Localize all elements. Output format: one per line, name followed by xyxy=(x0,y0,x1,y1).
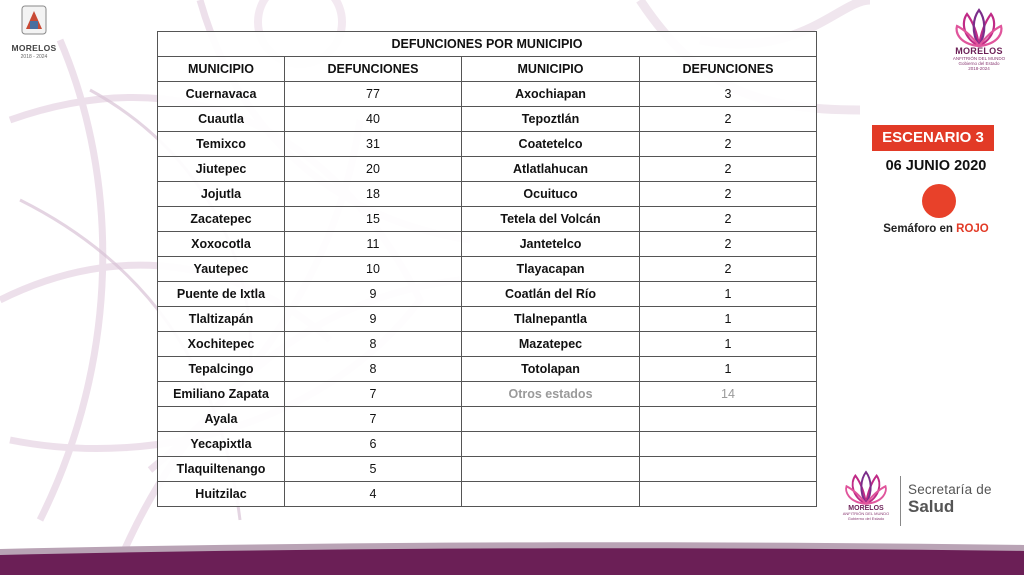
right-municipio-cell: Tetela del Volcán xyxy=(462,207,640,232)
left-municipio-cell: Cuernavaca xyxy=(158,82,285,107)
right-defunciones-cell xyxy=(640,457,817,482)
left-municipio-cell: Xochitepec xyxy=(158,332,285,357)
lotus-flower-icon xyxy=(843,470,889,506)
right-municipio-cell: Coatetelco xyxy=(462,132,640,157)
table-row xyxy=(158,82,817,107)
right-defunciones-cell xyxy=(640,407,817,432)
left-defunciones-cell: 4 xyxy=(285,482,462,507)
right-municipio-cell: Coatlán del Río xyxy=(462,282,640,307)
logo-years: 2018 - 2024 xyxy=(20,54,48,60)
right-municipio-cell xyxy=(462,457,640,482)
right-municipio-cell: Otros estados xyxy=(462,382,640,407)
left-defunciones-cell: 6 xyxy=(285,432,462,457)
left-defunciones-cell: 8 xyxy=(285,357,462,382)
report-date: 06 JUNIO 2020 xyxy=(885,158,987,174)
left-municipio-cell: Puente de Ixtla xyxy=(158,282,285,307)
left-defunciones-cell: 31 xyxy=(285,132,462,157)
right-defunciones-cell: 2 xyxy=(640,207,817,232)
right-defunciones-cell xyxy=(640,432,817,457)
morelos-footer-logo xyxy=(836,470,896,536)
right-municipio-cell: Axochiapan xyxy=(462,82,640,107)
scenario-badge: ESCENARIO 3 xyxy=(872,125,994,151)
right-municipio-cell: Tlalnepantla xyxy=(462,307,640,332)
footer-brand-name: MORELOS xyxy=(848,505,884,512)
table-row xyxy=(158,482,817,507)
table-title: DEFUNCIONES POR MUNICIPIO xyxy=(158,32,817,57)
right-defunciones-cell xyxy=(640,482,817,507)
table-row xyxy=(158,332,817,357)
semaforo-status xyxy=(868,223,1004,235)
table-row xyxy=(158,282,817,307)
logo-name: MORELOS xyxy=(11,43,57,53)
left-defunciones-cell: 20 xyxy=(285,157,462,182)
left-defunciones-cell: 15 xyxy=(285,207,462,232)
brand-subline: Gobierno del Estado xyxy=(958,61,1000,66)
footer-divider xyxy=(900,476,901,526)
table-row xyxy=(158,132,817,157)
left-municipio-cell: Temixco xyxy=(158,132,285,157)
brand-tagline: ANFITRIÓN DEL MUNDO xyxy=(952,56,1006,61)
dept-line2: Salud xyxy=(908,497,955,516)
right-municipio-cell: Tlayacapan xyxy=(462,257,640,282)
state-seal-icon xyxy=(21,5,47,35)
deaths-table-container xyxy=(157,31,817,507)
right-defunciones-cell: 2 xyxy=(640,107,817,132)
table-row xyxy=(158,157,817,182)
dept-line1: Secretaría de xyxy=(908,482,992,497)
footer-brand-subline: Gobierno del Estado xyxy=(847,515,885,521)
footer-brand-tagline: ANFITRIÓN DEL MUNDO xyxy=(842,511,890,516)
left-defunciones-cell: 7 xyxy=(285,407,462,432)
table-row xyxy=(158,457,817,482)
right-municipio-cell: Mazatepec xyxy=(462,332,640,357)
left-municipio-cell: Cuautla xyxy=(158,107,285,132)
brand-name: MORELOS xyxy=(955,46,1003,56)
right-municipio-cell xyxy=(462,407,640,432)
table-row xyxy=(158,407,817,432)
table-row xyxy=(158,232,817,257)
left-defunciones-cell: 7 xyxy=(285,382,462,407)
left-municipio-cell: Tepalcingo xyxy=(158,357,285,382)
table-row xyxy=(158,357,817,382)
right-defunciones-cell: 1 xyxy=(640,357,817,382)
deaths-by-municipality-table xyxy=(157,31,817,507)
left-defunciones-cell: 5 xyxy=(285,457,462,482)
table-row xyxy=(158,382,817,407)
right-defunciones-cell: 2 xyxy=(640,257,817,282)
right-municipio-cell: Atlatlahucan xyxy=(462,157,640,182)
header-municipio-right: MUNICIPIO xyxy=(462,57,640,82)
left-defunciones-cell: 11 xyxy=(285,232,462,257)
left-municipio-cell: Jojutla xyxy=(158,182,285,207)
right-defunciones-cell: 2 xyxy=(640,182,817,207)
table-row xyxy=(158,432,817,457)
header-municipio-left: MUNICIPIO xyxy=(158,57,285,82)
table-row xyxy=(158,207,817,232)
bottom-band xyxy=(0,539,1024,575)
semaforo-color: ROJO xyxy=(956,223,989,235)
left-municipio-cell: Yautepec xyxy=(158,257,285,282)
left-municipio-cell: Ayala xyxy=(158,407,285,432)
left-municipio-cell: Emiliano Zapata xyxy=(158,382,285,407)
table-row xyxy=(158,307,817,332)
left-municipio-cell: Tlaquiltenango xyxy=(158,457,285,482)
right-defunciones-cell: 2 xyxy=(640,132,817,157)
left-municipio-cell: Xoxocotla xyxy=(158,232,285,257)
right-municipio-cell xyxy=(462,482,640,507)
lotus-flower-icon xyxy=(953,8,1005,48)
traffic-light-indicator xyxy=(922,184,956,218)
table-row xyxy=(158,182,817,207)
right-municipio-cell: Ocuituco xyxy=(462,182,640,207)
right-defunciones-cell: 2 xyxy=(640,157,817,182)
header-defunciones-left: DEFUNCIONES xyxy=(285,57,462,82)
right-defunciones-cell: 3 xyxy=(640,82,817,107)
left-defunciones-cell: 18 xyxy=(285,182,462,207)
left-municipio-cell: Zacatepec xyxy=(158,207,285,232)
table-row xyxy=(158,107,817,132)
right-municipio-cell: Totolapan xyxy=(462,357,640,382)
left-defunciones-cell: 40 xyxy=(285,107,462,132)
left-municipio-cell: Huitzilac xyxy=(158,482,285,507)
left-defunciones-cell: 9 xyxy=(285,307,462,332)
morelos-brand-logo xyxy=(946,8,1012,80)
left-defunciones-cell: 77 xyxy=(285,82,462,107)
left-municipio-cell: Jiutepec xyxy=(158,157,285,182)
brand-years: 2018-2024 xyxy=(968,66,990,71)
secretaria-salud-label xyxy=(908,482,992,517)
header-defunciones-right: DEFUNCIONES xyxy=(640,57,817,82)
right-defunciones-cell: 1 xyxy=(640,282,817,307)
morelos-seal-logo xyxy=(6,5,62,67)
left-defunciones-cell: 10 xyxy=(285,257,462,282)
table-row xyxy=(158,257,817,282)
left-defunciones-cell: 8 xyxy=(285,332,462,357)
right-defunciones-cell: 14 xyxy=(640,382,817,407)
right-municipio-cell xyxy=(462,432,640,457)
left-defunciones-cell: 9 xyxy=(285,282,462,307)
right-defunciones-cell: 2 xyxy=(640,232,817,257)
left-municipio-cell: Yecapixtla xyxy=(158,432,285,457)
right-municipio-cell: Jantetelco xyxy=(462,232,640,257)
semaforo-prefix: Semáforo en xyxy=(883,223,953,235)
right-defunciones-cell: 1 xyxy=(640,307,817,332)
table-header-row xyxy=(158,57,817,82)
left-municipio-cell: Tlaltizapán xyxy=(158,307,285,332)
right-municipio-cell: Tepoztlán xyxy=(462,107,640,132)
right-defunciones-cell: 1 xyxy=(640,332,817,357)
